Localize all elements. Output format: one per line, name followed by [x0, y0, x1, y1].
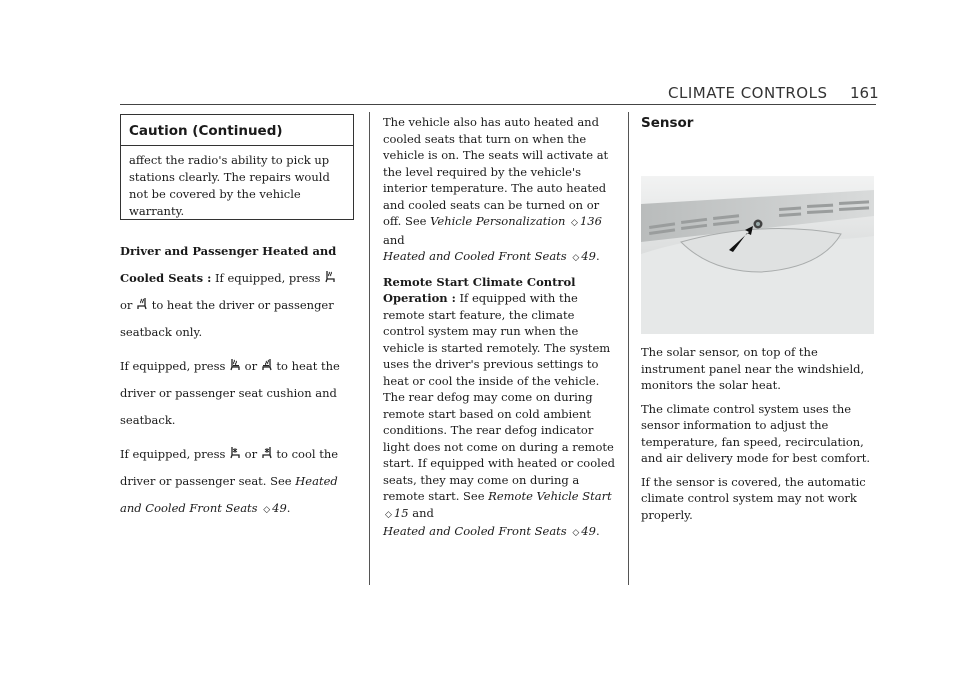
page-ref-arrow-icon: ◇	[572, 528, 580, 538]
paragraph-solar-sensor: The solar sensor, on top of the instrument panel near the windshield, monitors the solar heat.	[641, 345, 865, 392]
column-2	[383, 114, 619, 549]
paragraph-remote-start: Remote Start Climate Control Operation : If equipped with the remote start feature, the climate control system may run when the vehicle is started remotely. The system uses the driver's previous settings to heat or cool the inside of the vehicle. The rear defog may come on during remote start based on cold ambient conditions. The rear defog indicator light does not come on during a remote start. If equipped with heated or cooled seats, they may come on during a remote start. See Remote Vehicle Start ◇ 15 and Heated and Cooled Front Seats ◇ 49.	[383, 274, 615, 538]
heated-seat-driver-icon	[229, 355, 241, 369]
page-ref[interactable]: 49	[581, 524, 596, 538]
paragraph-heated-cooled-seats: Driver and Passenger Heated and Cooled Seats : If equipped, press or to heat the driver or passenger seatback only.	[120, 244, 337, 339]
page-ref-arrow-icon: ◇	[263, 505, 271, 515]
cross-reference-link[interactable]: Heated and Cooled Front Seats	[383, 524, 567, 538]
paragraph-sensor-covered: If the sensor is covered, the automatic climate control system may not work properly.	[641, 474, 866, 522]
heated-seatback-driver-icon	[324, 267, 336, 281]
paragraph-sensor-info: The climate control system uses the sensor information to adjust the temperature, fan speed, recirculation, and air delivery mode for best comfort.	[641, 401, 870, 465]
cross-reference-link[interactable]: Heated and Cooled Front Seats	[120, 474, 338, 515]
column-divider	[369, 112, 370, 585]
column-divider	[628, 112, 629, 585]
heated-seatback-passenger-icon	[136, 294, 148, 308]
paragraph-cool-seat: If equipped, press or to cool the driver or passenger seat. See Heated and Cooled Front Seats ◇ 49.	[120, 441, 358, 524]
caution-title: Caution (Continued)	[121, 115, 353, 146]
cross-reference-link[interactable]: Vehicle Personalization	[430, 214, 566, 228]
page-ref[interactable]: 49	[581, 249, 596, 263]
caution-box	[120, 114, 354, 220]
page-ref-arrow-icon: ◇	[385, 509, 392, 520]
paragraph-auto-seats: The vehicle also has auto heated and cooled seats that turn on when the vehicle is on. The seats will activate at the level required by the vehicle's interior temperature. The auto heated and cooled seats can be turned on or off. See Vehicle Personalization ◇ 136 and Heated and Cooled Front Seats ◇ 49.	[383, 115, 609, 263]
cooled-seat-driver-icon	[229, 443, 241, 457]
page-ref[interactable]: 136	[579, 214, 602, 228]
column-1	[120, 238, 358, 531]
page-number: 161	[850, 84, 879, 102]
section-title: CLIMATE CONTROLS	[668, 84, 828, 102]
page-ref[interactable]: 49	[272, 501, 287, 515]
cross-reference-link[interactable]: Heated and Cooled Front Seats	[383, 249, 567, 263]
paragraph-label: Driver and Passenger Heated and Cooled Seats :	[120, 244, 337, 285]
page-ref-arrow-icon: ◇	[571, 218, 578, 228]
solar-sensor-photo	[641, 176, 874, 334]
cooled-seat-passenger-icon	[261, 443, 273, 457]
page-ref[interactable]: 15	[393, 505, 409, 520]
heated-seat-passenger-icon	[261, 355, 273, 369]
paragraph-heat-cushion: If equipped, press or to heat the driver or passenger seat cushion and seatback.	[120, 353, 358, 434]
cross-reference-link[interactable]: Remote Vehicle Start	[488, 489, 612, 503]
page-ref-arrow-icon: ◇	[572, 253, 580, 263]
column-3	[641, 344, 877, 530]
section-heading: Sensor	[641, 115, 694, 131]
header-rule	[120, 104, 876, 105]
caution-body: affect the radio's ability to pick up stations clearly. The repairs would not be covered by the vehicle warranty.	[129, 153, 330, 218]
paragraph-label: Remote Start Climate Control Operation :	[383, 274, 576, 305]
